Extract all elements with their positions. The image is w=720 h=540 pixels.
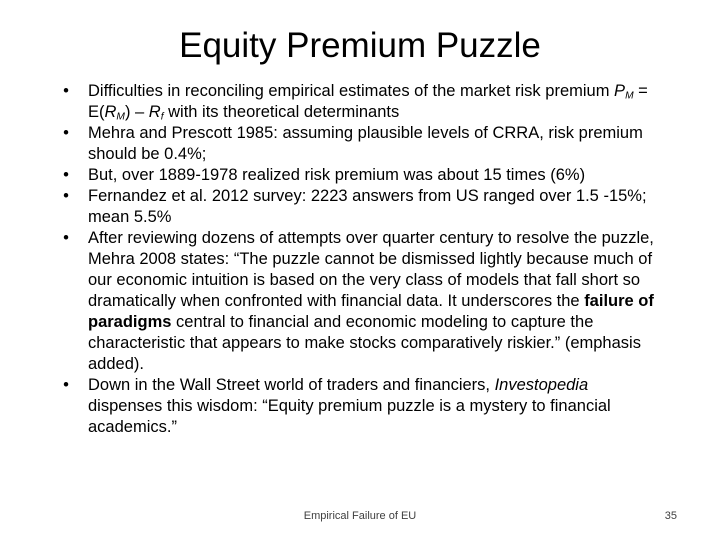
bullet-text: Fernandez et al. 2012 survey: 2223 answers from US ranged over 1.5 -15%; mean 5.5% [88,187,647,226]
bullet-item-investopedia [54,375,666,438]
formula-text: ) – [124,103,149,121]
formula-subscript: M [625,90,634,102]
bullet-text: After reviewing dozens of attempts over quarter century to resolve the puzzle, Mehra 2008 states: “The puzzle cannot be dismissed lightly because much of our economic intuition is based on the very class of models that fall short so dramatically when confronted with financial data. It underscores the [88,229,654,310]
bullet-marker: • [63,187,69,205]
bullet-text: central to financial and economic modeling to capture the characteristic that appears to make stocks comparatively riskier.” (emphasis added). [88,313,641,373]
bullet-text: Difficulties in reconciling empirical estimates of the market risk premium [88,82,615,100]
bullet-text: Down in the Wall Street world of traders and financiers, [88,376,495,394]
formula-symbol: R [104,103,117,121]
bullet-text: Mehra and Prescott 1985: assuming plausible levels of CRRA, risk premium should be 0.4%; [88,124,643,163]
bullet-marker: • [63,229,69,247]
bullet-emphasis: Investopedia [494,376,589,394]
bullet-text: with its theoretical determinants [163,103,400,121]
bullet-item-risk-premium [54,81,666,123]
bullet-text: dispenses this wisdom: “Equity premium puzzle is a mystery to financial academics.” [88,397,611,436]
bullet-item-mehra-2008 [54,228,666,375]
bullet-text: But, over 1889-1978 realized risk premium was about 15 times (6%) [88,166,586,184]
formula-subscript: M [116,111,125,123]
bullet-item-fernandez-survey [54,186,666,228]
bullet-marker: • [63,82,69,100]
bullet-marker: • [63,166,69,184]
bullet-marker: • [63,124,69,142]
bullet-list [54,81,666,438]
formula-symbol: R [148,103,161,121]
bullet-emphasis: failure of paradigms [88,292,654,331]
page-number: 35 [664,510,677,522]
bullet-item-realized-premium [54,165,666,186]
bullet-marker: • [63,376,69,394]
slide-title: Equity Premium Puzzle [179,26,541,65]
bullet-item-mehra-prescott [54,123,666,165]
slide-footer: Empirical Failure of EU [303,510,417,522]
formula-symbol: P [614,82,626,100]
formula-subscript: f [160,111,164,123]
formula-text: = E( [88,82,648,121]
